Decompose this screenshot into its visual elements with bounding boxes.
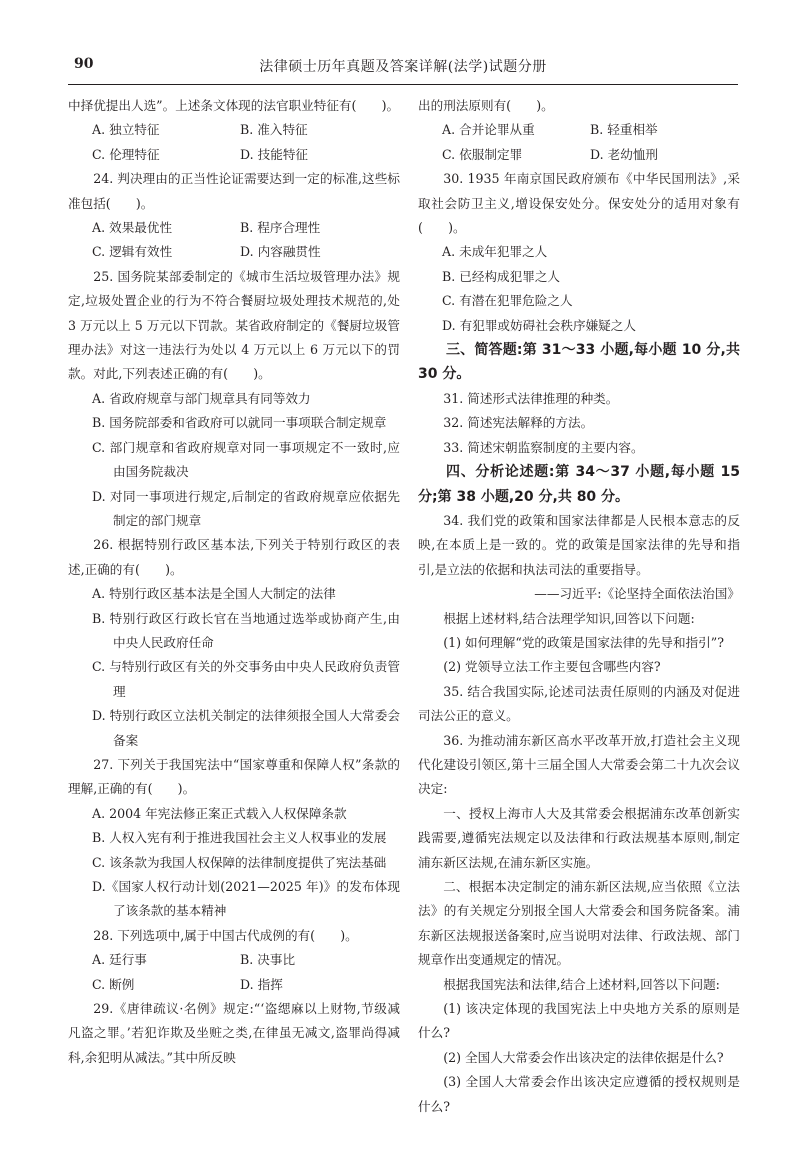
section-heading-short-answer: 三、简答题:第 31～33 小题,每小题 10 分,共 30 分。 — [418, 342, 740, 383]
question-28: 28. 下列选项中,属于中国古代成例的有( )。 — [93, 927, 358, 943]
option: D. 老幼恤刑 — [590, 146, 659, 162]
question-34-requirement: 根据上述材料,结合法理学知识,回答以下问题: — [443, 610, 695, 626]
option: B. 已经构成犯罪之人 — [442, 268, 561, 284]
question-27: 27. 下列关于我国宪法中“国家尊重和保障人权”条款的理解,正确的有( )。 — [68, 756, 400, 797]
option: A. 2004 年宪法修正案正式载入人权保障条款 — [92, 805, 347, 821]
question-31: 31. 简述形式法律推理的种类。 — [443, 390, 619, 406]
q23-options-row-2 — [68, 143, 400, 167]
page-number: 90 — [74, 56, 94, 72]
question-29: 29.《唐律疏议·名例》规定:“‘盗缌麻以上财物,节级减凡盗之罪。’若犯诈欺及坐赃之类,在律虽无减文,盗罪尚得减科,余犯明从减法。”其中所反映 — [68, 1001, 400, 1065]
right-column — [418, 94, 740, 1119]
q29-options-row-2 — [418, 143, 740, 167]
option: D. 技能特征 — [240, 146, 309, 162]
question-36-paragraph-2: 二、根据本决定制定的浦东新区法规,应当依照《立法法》的有关规定分别报全国人大常委会和国务院备案。浦东新区法规报送备案时,应当说明对法律、行政法规、部门规章作出变通规定的情况。 — [418, 879, 740, 968]
option: A. 特别行政区基本法是全国人大制定的法律 — [92, 586, 336, 602]
citation: ——习近平:《论坚持全面依法治国》 — [534, 586, 740, 602]
option: D. 指挥 — [240, 976, 283, 992]
option: B. 轻重相举 — [590, 122, 658, 138]
q23-options-row-1 — [68, 118, 400, 142]
question-35: 35. 结合我国实际,论述司法责任原则的内涵及对促进司法公正的意义。 — [418, 683, 740, 724]
page-header — [68, 56, 738, 85]
option: A. 效果最优性 — [92, 220, 173, 236]
sub-question: (1) 该决定体现的我国宪法上中央地方关系的原则是什么? — [418, 1001, 740, 1041]
option: B. 人权入宪有利于推进我国社会主义人权事业的发展 — [92, 830, 387, 846]
question-32: 32. 简述宪法解释的方法。 — [443, 415, 594, 431]
question-25: 25. 国务院某部委制定的《城市生活垃圾管理办法》规定,垃圾处置企业的行为不符合餐厨垃圾处理技术规范的,处 3 万元以上 5 万元以下罚款。某省政府制定的《餐厨垃圾管理办法》对这一违法行为处以 4 万元以上 6 万元以下的罚款。对此,下列表述正确的有( )。 — [68, 268, 400, 382]
sub-question: (2) 党领导立法工作主要包含哪些内容? — [443, 659, 661, 675]
option: A. 独立特征 — [92, 122, 160, 138]
sub-question: (1) 如何理解“党的政策是国家法律的先导和指引”? — [443, 634, 724, 650]
option: D. 内容融贯性 — [240, 244, 321, 260]
question-36-paragraph-1: 一、授权上海市人大及其常委会根据浦东改革创新实践需要,遵循宪法规定以及法律和行政法规基本原则,制定浦东新区法规,在浦东新区实施。 — [418, 805, 740, 870]
option: C. 逻辑有效性 — [92, 244, 173, 260]
q28-options-row-1 — [68, 948, 400, 972]
question-24: 24. 判决理由的正当性论证需要达到一定的标准,这些标准包括( )。 — [68, 171, 400, 211]
question-36: 36. 为推动浦东新区高水平改革开放,打造社会主义现代化建设引领区,第十三届全国人大常委会第二十九次会议决定: — [418, 732, 740, 797]
option: C. 伦理特征 — [92, 146, 160, 162]
option: C. 断例 — [92, 976, 135, 992]
q28-options-row-2 — [68, 973, 400, 997]
running-title: 法律硕士历年真题及答案详解(法学)试题分册 — [259, 59, 547, 75]
option: B. 程序合理性 — [240, 220, 321, 236]
q24-options-row-1 — [68, 216, 400, 240]
option: C. 部门规章和省政府规章对同一事项规定不一致时,应由国务院裁决 — [92, 439, 400, 480]
section-heading-analysis: 四、分析论述题:第 34～37 小题,每小题 15 分;第 38 小题,20 分,共 80 分。 — [418, 464, 740, 505]
option: A. 廷行事 — [92, 952, 147, 968]
left-column — [68, 94, 400, 1070]
option: D. 特别行政区立法机关制定的法律须报全国人大常委会备案 — [92, 708, 400, 748]
option: D.《国家人权行动计划(2021—2025 年)》的发布体现了该条款的基本精神 — [92, 879, 400, 919]
option: B. 决事比 — [240, 952, 296, 968]
sub-question: (2) 全国人大常委会作出该决定的法律依据是什么? — [443, 1049, 724, 1065]
sub-question: (3) 全国人大常委会作出该决定应遵循的授权规则是什么? — [418, 1074, 740, 1114]
option: C. 该条款为我国人权保障的法律制度提供了宪法基础 — [92, 854, 387, 870]
question-33: 33. 简述宋朝监察制度的主要内容。 — [443, 439, 644, 455]
question-29-continuation: 出的刑法原则有( )。 — [418, 98, 554, 113]
option: B. 国务院部委和省政府可以就同一事项联合制定规章 — [92, 415, 387, 431]
q29-options-row-1 — [418, 118, 740, 142]
option: B. 特别行政区行政长官在当地通过选举或协商产生,由中央人民政府任命 — [92, 610, 400, 650]
option: A. 省政府规章与部门规章具有同等效力 — [92, 390, 311, 406]
question-34: 34. 我们党的政策和国家法律都是人民根本意志的反映,在本质上是一致的。党的政策是国家法律的先导和指引,是立法的依据和执法司法的重要指导。 — [418, 512, 740, 577]
option: D. 有犯罪或妨碍社会秩序嫌疑之人 — [442, 317, 636, 333]
question-23-continuation: 中择优提出人选”。上述条文体现的法官职业特征有( )。 — [68, 98, 400, 113]
option: C. 与特别行政区有关的外交事务由中央人民政府负责管理 — [92, 659, 400, 699]
question-26: 26. 根据特别行政区基本法,下列关于特别行政区的表述,正确的有( )。 — [68, 537, 400, 577]
option: B. 准入特征 — [240, 122, 308, 138]
option: A. 合并论罪从重 — [442, 122, 535, 138]
question-36-requirement: 根据我国宪法和法律,结合上述材料,回答以下问题: — [443, 976, 720, 992]
question-30: 30. 1935 年南京国民政府颁布《中华民国刑法》,采取社会防卫主义,增设保安处分。保安处分的适用对象有( )。 — [418, 171, 740, 236]
q24-options-row-2 — [68, 240, 400, 264]
option: C. 有潜在犯罪危险之人 — [442, 293, 573, 309]
option: A. 未成年犯罪之人 — [442, 244, 548, 260]
option: C. 依服制定罪 — [442, 146, 523, 162]
option: D. 对同一事项进行规定,后制定的省政府规章应依据先制定的部门规章 — [92, 488, 400, 528]
